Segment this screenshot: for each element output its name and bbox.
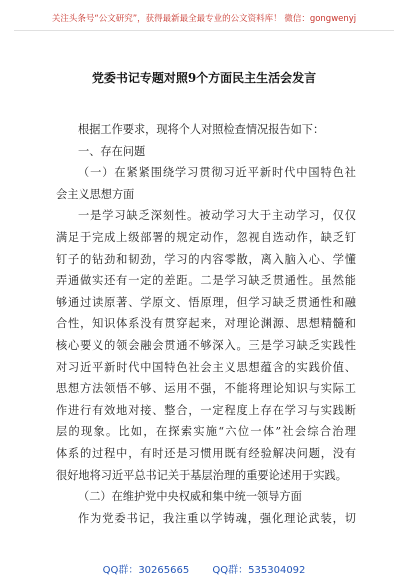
body-line: 核心要义的领会融会贯通不够深入。三是学习缺乏实践性 — [56, 338, 356, 352]
document-body — [56, 119, 356, 529]
body-line: 思想方法领悟不够、运用不强，不能将理论知识与实际工 — [56, 382, 356, 396]
body-line: 根据工作要求，现将个人对照检查情况报告如下： — [78, 123, 325, 136]
document-title: 党委书记专题对照9个方面民主生活会发言 — [91, 71, 317, 85]
qq-group-2: QQ群：535304092 — [212, 565, 306, 576]
body-line: 作为党委书记，我注重以学铸魂，强化理论武装，切 — [78, 511, 356, 525]
header-banner: 关注头条号“公文研究”，获得最新最全最专业的公文资料库！ 微信：gongwenyj — [14, 8, 394, 31]
body-line: 一、存在问题 — [78, 144, 146, 158]
body-line: 一是学习缺乏深刻性。被动学习大于主动学习，仅仅 — [78, 209, 356, 223]
body-line: 层的现象。比如，在探索实施“六位一体”社会综合治理 — [56, 425, 356, 439]
body-line: 对习近平新时代中国特色社会主义思想蕴含的实践价值、 — [56, 360, 356, 374]
body-line: 钉子的钻劲和韧劲，学习的内容零散，离入脑入心、学懂 — [56, 252, 356, 266]
footer-contacts — [0, 561, 408, 576]
body-line: （一）在紧紧围绕学习贯彻习近平新时代中国特色社 — [78, 166, 356, 180]
body-line: 够通过读原著、学原文、悟原理，但学习缺乏贯通性和融 — [56, 295, 356, 309]
body-line: 弄通做实还有一定的差距。二是学习缺乏贯通性。虽然能 — [56, 274, 356, 288]
body-line: 很好地将习近平总书记关于基层治理的重要论述用于实践。 — [56, 468, 347, 482]
body-line: 满足于完成上级部署的规定动作，忽视自选动作，缺乏钉 — [56, 230, 356, 244]
body-line: （二）在维护党中央权威和集中统一领导方面 — [78, 490, 302, 504]
body-line: 体系的过程中，有时还是习惯用既有经验解决问题，没有 — [56, 446, 356, 460]
body-line: 合性，知识体系没有贯穿起来，对理论渊源、思想精髓和 — [56, 317, 356, 331]
body-line: 会主义思想方面 — [56, 187, 135, 201]
body-line: 作进行有效地对接、整合，一定程度上存在学习与实践断 — [56, 403, 356, 417]
qq-group-1: QQ群：30265665 — [102, 565, 190, 576]
